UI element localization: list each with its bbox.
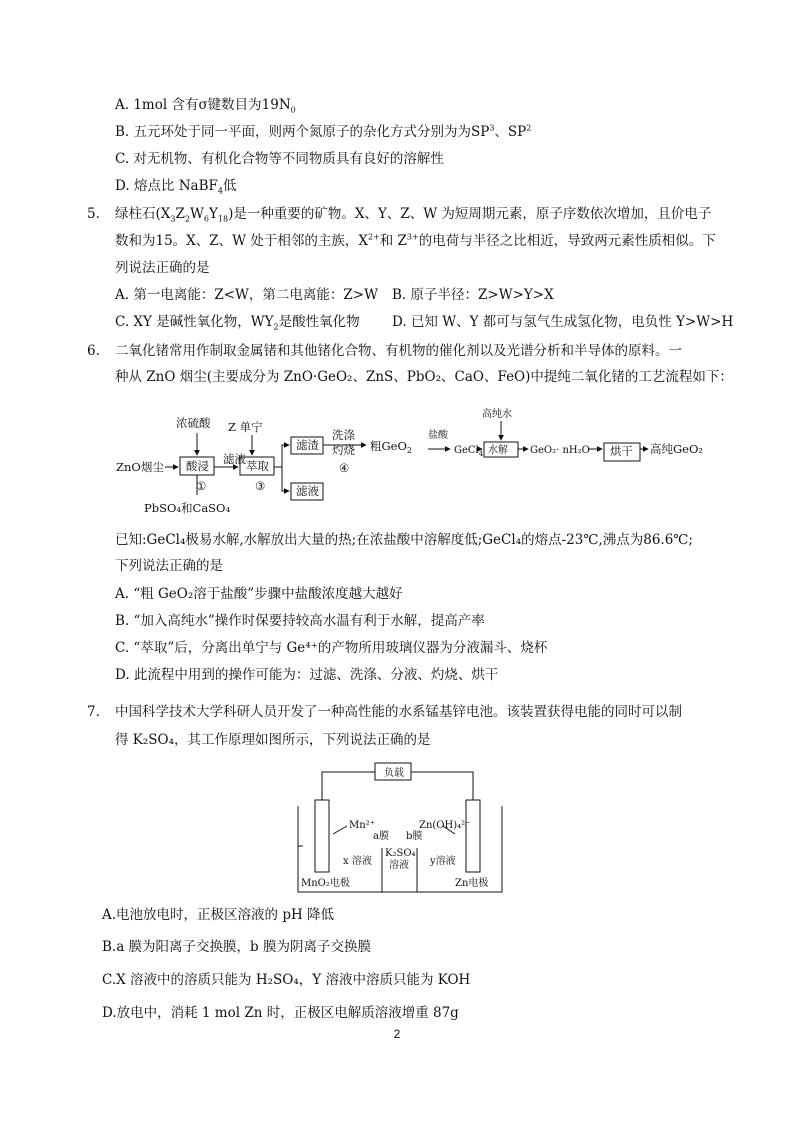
q5-option-c: C. XY 是碱性氧化物，$WY_2$是酸性氧化物 (115, 314, 360, 332)
flow-leach-box-label: 酸浸 (186, 459, 209, 473)
q4-option-a: A. 1mol 含有σ键数目为$19N_0$ (115, 97, 296, 115)
q4-option-b: B. 五元环处于同一平面，则两个氮原子的杂化方式分别为为$SP^3$、$SP^2$ (115, 123, 532, 140)
q6-stem-line2: 种从 ZnO 烟尘(主要成分为 ZnO·GeO₂、ZnS、PbO₂、CaO、FeO)中提纯二氧化锗的工艺流程如下： (115, 369, 733, 385)
flow-crude-label: 粗GeO$_2$ (370, 439, 413, 455)
flow-water-label: 高纯水 (482, 409, 512, 420)
q5-option-b: B. 原子半径：Z>W>Y>X (392, 287, 554, 303)
q4-option-c: C. 对无机物、有机化合物等不同物质具有良好的溶解性 (115, 151, 444, 167)
mno2-electrode-label: MnO₂电极 (301, 878, 350, 889)
flow-residue-box-label: 滤渣 (296, 438, 319, 452)
middle-solution-label: 溶液 (389, 860, 409, 871)
q6-option-a: A. “粗 GeO₂溶于盐酸”步骤中盐酸浓度越大越好 (115, 586, 403, 602)
flow-filtrate2-box-label: 滤液 (296, 484, 319, 498)
q4-option-d: D. 熔点比 NaBF$_4$低 (115, 178, 237, 196)
flow-tannin-label: Z 单宁 (228, 420, 263, 434)
load-label: 负载 (384, 768, 404, 779)
q7-stem-line2: 得 K₂SO₄，其工作原理如图所示，下列说法正确的是 (115, 732, 431, 748)
membrane-a-label: a膜 (373, 831, 389, 842)
flow-extract-box-label: 萃取 (246, 459, 269, 473)
process-flow-diagram (110, 405, 710, 520)
q7-option-d: D.放电中，消耗 1 mol Zn 时，正极区电解质溶液增重 87g (102, 1005, 459, 1021)
q7-option-c: C.X 溶液中的溶质只能为 H₂SO₄，Y 溶液中溶质只能为 KOH (102, 972, 471, 988)
flow-burn-label: 灼烧 (332, 443, 355, 457)
k2so4-label: K₂SO₄ (385, 848, 416, 859)
q5-stem-line3: 列说法正确的是 (115, 260, 210, 276)
q6-stem-line1: 二氧化锗常用作制取金属锗和其他锗化合物、有机物的催化剂以及光谱分析和半导体的原料。一 (115, 343, 682, 359)
flow-dry-box-label: 烘干 (610, 444, 633, 458)
battery-diagram (295, 760, 505, 898)
q6-known-line1: 已知:GeCl₄极易水解,水解放出大量的热;在浓盐酸中溶解度低;GeCl₄的熔点-23℃,沸点为86.6℃; (115, 532, 693, 548)
q6-option-b: B. “加入高纯水”操作时保要持较高水温有利于水解，提高产率 (115, 613, 485, 629)
zincate-ion-label: Zn(OH)₄²⁻ (419, 820, 471, 831)
y-solution-label: y溶液 (430, 856, 456, 867)
q7-option-a: A.电池放电时，正极区溶液的 pH 降低 (102, 907, 335, 923)
page-number: 2 (393, 1027, 401, 1041)
flow-filtrate1-label: 滤液 (223, 452, 246, 466)
q5-option-a: A. 第一电离能：Z<W，第二电离能：Z>W (115, 287, 378, 303)
flow-feed-label: ZnO烟尘 (116, 460, 164, 474)
q5-stem-line2: 数和为15。X、Z、W 处于相邻的主族，$X^{2+}$和 $Z^{3+}$的电荷与半径之比相近，导致两元素性质相似。下 (115, 232, 716, 249)
flow-hydrolysis-box-label: 水解 (488, 445, 508, 456)
q5-number: 5. (87, 206, 100, 222)
q6-option-c: C. “萃取”后，分离出单宁与 Ge⁴⁺的产物所用玻璃仪器为分液漏斗、烧杯 (115, 640, 548, 656)
flow-product-label: 高纯GeO₂ (650, 442, 704, 456)
q6-number: 6. (87, 343, 100, 359)
x-solution-label: x 溶液 (343, 856, 372, 867)
zn-electrode-label: Zn电极 (455, 878, 489, 889)
q6-known-line2: 下列说法正确的是 (115, 558, 223, 574)
flow-solids-label: PbSO₄和CaSO₄ (144, 501, 231, 515)
mn-ion-label: Mn²⁺ (349, 820, 375, 831)
q6-option-d: D. 此流程中用到的操作可能为：过滤、洗涤、分液、灼烧、烘干 (115, 667, 499, 683)
flow-wash-label: 洗涤 (332, 428, 355, 442)
flow-step4-label: ④ (339, 461, 350, 475)
flow-step3-label: ③ (255, 479, 266, 493)
membrane-b-label: b膜 (406, 831, 423, 842)
q7-number: 7. (87, 704, 100, 720)
flow-hcl-label: 盐酸 (428, 430, 448, 441)
flow-hydrate-label: GeO₂· nH₂O (530, 445, 590, 456)
q7-option-b: B.a 膜为阳离子交换膜，b 膜为阴离子交换膜 (102, 939, 371, 955)
q5-stem-line1: 绿柱石$(X_3Z_2W_6Y_{18})$是一种重要的矿物。X、Y、Z、W 为短周期元素，原子序数依次增加，且价电子 (115, 206, 712, 224)
flow-gecl4-label: GeCl$_4$ (454, 445, 484, 458)
flow-step1-label: ① (196, 479, 207, 493)
flow-acid-label: 浓硫酸 (176, 416, 211, 430)
q7-stem-line1: 中国科学技术大学科研人员开发了一种高性能的水系锰基锌电池。该装置获得电能的同时可以制 (115, 704, 682, 720)
q5-option-d: D. 已知 W、Y 都可与氢气生成氢化物，电负性 Y>W>H (392, 314, 734, 330)
